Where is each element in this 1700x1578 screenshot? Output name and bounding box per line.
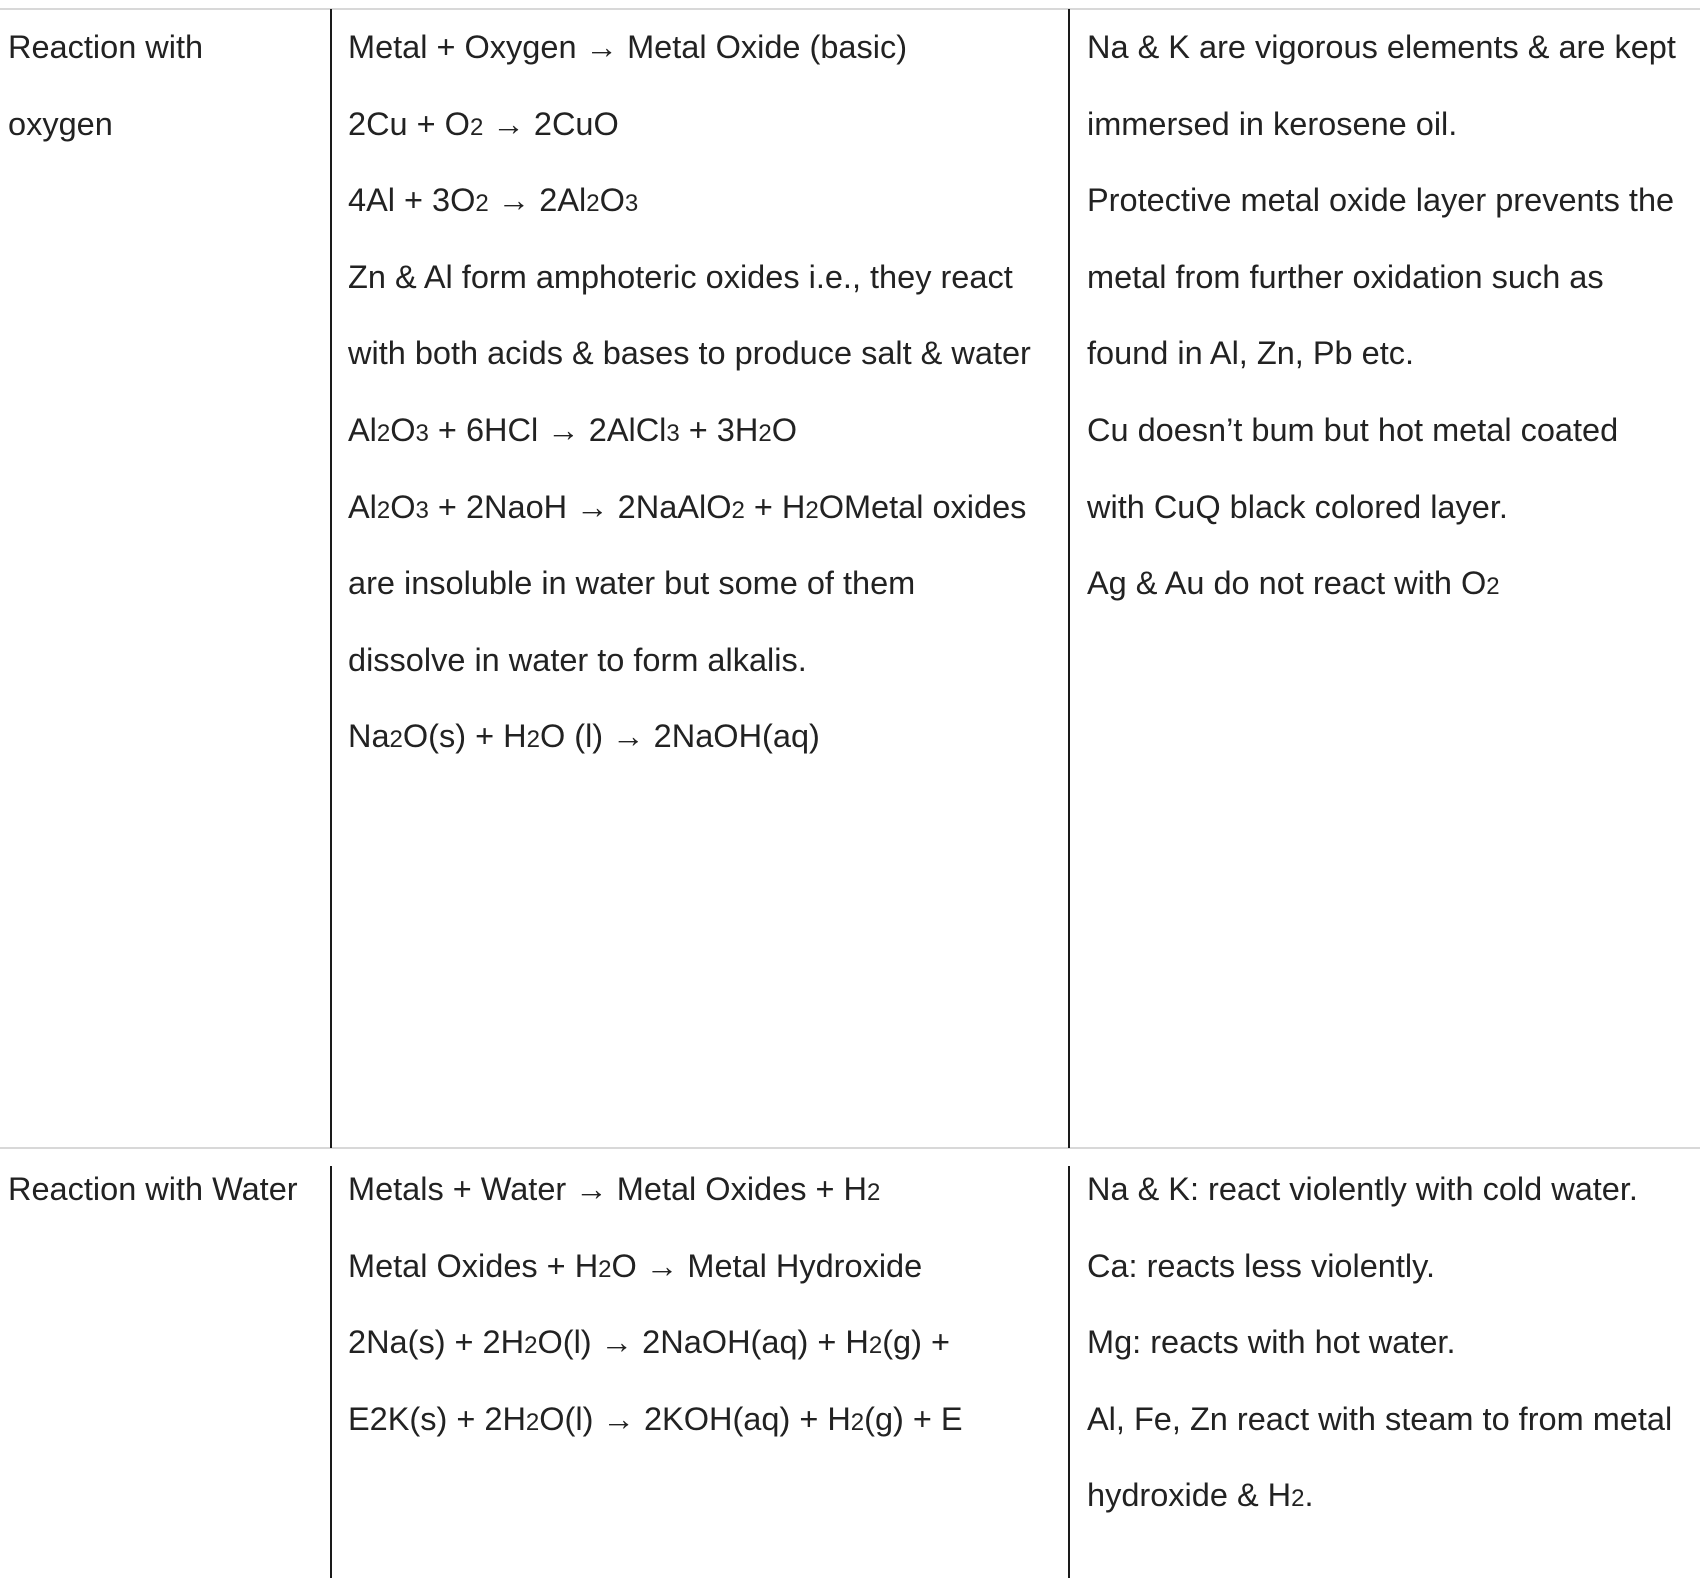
note-line: found in Al, Zn, Pb etc. — [1087, 335, 1414, 372]
row-label-line: oxygen — [8, 105, 113, 142]
row-label-line: Reaction with — [8, 29, 204, 65]
equation-line: 4Al + 3O2 → 2Al2O3 — [348, 182, 639, 219]
note-line: Na & K: react violently with cold water. — [1087, 1171, 1638, 1207]
note-line: Protective metal oxide layer prevents the — [1087, 182, 1675, 219]
row-divider — [0, 1147, 1700, 1149]
note-line: Cu doesn’t bum but hot metal coated — [1087, 411, 1619, 448]
note-line: with CuQ black colored layer. — [1087, 488, 1508, 525]
equation-line: 2Na(s) + 2H2O(l) → 2NaOH(aq) + H2(g) + — [348, 1324, 950, 1361]
equation-line: with both acids & bases to produce salt & water — [348, 335, 1031, 372]
equations-cell — [348, 1151, 1060, 1457]
note-line: hydroxide & H2. — [1087, 1477, 1314, 1514]
equations-cell — [348, 9, 1060, 775]
equation-line: dissolve in water to form alkalis. — [348, 641, 807, 678]
notes-cell — [1087, 1151, 1700, 1534]
row-label-line: Reaction with Water — [8, 1171, 298, 1207]
equation-line: Na2O(s) + H2O (l) → 2NaOH(aq) — [348, 718, 820, 755]
equation-line: Metal Oxides + H2O → Metal Hydroxide — [348, 1247, 923, 1284]
notes-cell — [1087, 9, 1700, 622]
note-line: Ca: reacts less violently. — [1087, 1247, 1435, 1284]
equation-line: Al2O3 + 2NaoH → 2NaAlO2 + H2OMetal oxides — [348, 488, 1027, 525]
equation-line: are insoluble in water but some of them — [348, 565, 916, 602]
equation-line: Metals + Water → Metal Oxides + H2 — [348, 1171, 881, 1207]
row-label-cell — [8, 9, 323, 162]
equation-line: Metal + Oxygen → Metal Oxide (basic) — [348, 29, 908, 65]
table-row-oxygen — [0, 9, 1700, 1147]
equation-line: 2Cu + O2 → 2CuO — [348, 105, 619, 142]
note-line: Ag & Au do not react with O2 — [1087, 565, 1500, 602]
equation-line: Zn & Al form amphoteric oxides i.e., they react — [348, 258, 1013, 295]
note-line: metal from further oxidation such as — [1087, 258, 1604, 295]
table-row-water — [0, 1151, 1700, 1578]
equation-line: Al2O3 + 6HCl → 2AlCl3 + 3H2O — [348, 411, 797, 448]
note-line: Al, Fe, Zn react with steam to from metal — [1087, 1400, 1673, 1437]
note-line: immersed in kerosene oil. — [1087, 105, 1458, 142]
note-line: Mg: reacts with hot water. — [1087, 1324, 1456, 1361]
note-line: Na & K are vigorous elements & are kept — [1087, 29, 1676, 65]
row-label-cell — [8, 1151, 323, 1228]
equation-line: E2K(s) + 2H2O(l) → 2KOH(aq) + H2(g) + E — [348, 1400, 963, 1437]
